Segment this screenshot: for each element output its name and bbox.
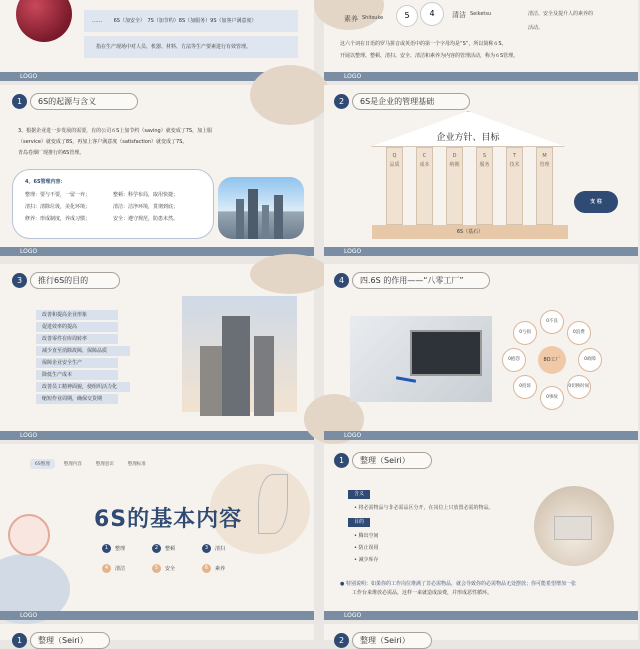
pillar: T 技术 <box>506 147 523 225</box>
item-label: 清洁 <box>115 566 126 572</box>
tab-4[interactable]: 整理标准 <box>127 462 146 467</box>
building-image <box>182 296 297 412</box>
section-title: 整理（Seiri） <box>352 452 432 469</box>
footer-logo: LOGO <box>324 611 638 620</box>
section-number: 1 <box>12 94 27 109</box>
section-title: 四.6S 的作用——“八零工厂” <box>352 272 490 289</box>
laptop-image <box>350 316 492 402</box>
slide-eight-zero[interactable] <box>324 264 638 440</box>
roof-text: 企业方针、目标 <box>436 133 500 143</box>
purpose-list <box>36 310 130 406</box>
section-number: 1 <box>12 633 27 648</box>
note-line2: 工作台来堆放必需品，这样一来就造成浪费，并形成恶性循环。 <box>352 590 493 596</box>
list-item: 改善员工精神面貌，使组织活力化 <box>36 382 130 392</box>
section-title: 整理（Seiri） <box>352 632 432 649</box>
tab-3[interactable]: 整理意识 <box>95 462 114 467</box>
content-item <box>202 544 225 553</box>
section-title: 整理（Seiri） <box>30 632 110 649</box>
zero-circle: 0事故 <box>540 386 564 410</box>
footer-logo: LOGO <box>0 431 314 440</box>
main-title: 6S的基本内容 <box>94 507 243 532</box>
zero-circle: 0不良 <box>540 310 564 334</box>
footer-logo: LOGO <box>0 72 314 81</box>
item-label: 素养 <box>215 566 226 572</box>
meaning-text: • 将必需物品与非必需品区分开，在岗位上只放置必需的物品。 <box>354 505 494 511</box>
card-cell: 整顿：科学布局，取用快捷； <box>113 192 179 198</box>
zero-circle: 0抱怨 <box>502 348 526 372</box>
content-item <box>102 544 125 553</box>
card-title: 4、6S管理内容： <box>25 179 66 185</box>
desk-image <box>534 486 614 566</box>
pillar: Q 品质 <box>386 147 403 225</box>
decor-blob <box>250 254 330 294</box>
left-label: 素养 <box>344 15 358 23</box>
slide-seiri-3[interactable] <box>324 624 638 645</box>
pillar: D 纳期 <box>446 147 463 225</box>
list-item: 改善和提高企业形象 <box>36 310 118 320</box>
circle-5: 5 <box>396 5 418 27</box>
card-row <box>25 191 201 198</box>
footer-logo: LOGO <box>0 611 314 620</box>
goal-item: • 腾出空间 <box>354 533 379 539</box>
support-label: 支 柱 <box>574 191 618 213</box>
para-line1: 3、根据企业进一步发展的需要，有的公司６S上加节约（saving）就变成了7S，加上服 <box>18 128 213 134</box>
dots: …… <box>92 18 102 24</box>
goal-text: 减少库存 <box>358 557 379 563</box>
card-row <box>25 215 201 222</box>
list-item: 改善零件在库周转率 <box>36 334 118 344</box>
item-number: 5 <box>152 564 161 573</box>
footer-logo: LOGO <box>324 247 638 256</box>
special-note <box>340 580 630 598</box>
pillar: M 管理 <box>536 147 553 225</box>
item-number: 2 <box>152 544 161 553</box>
zero-circle: 0故障 <box>578 348 602 372</box>
slide-seiri-2[interactable] <box>0 624 314 645</box>
item-number: 3 <box>202 544 211 553</box>
slide-purpose[interactable] <box>0 264 314 440</box>
footer-logo: LOGO <box>0 247 314 256</box>
pillar: C 成本 <box>416 147 433 225</box>
tab-bar <box>30 459 151 469</box>
decor-blob <box>250 65 330 125</box>
right-text2: 活动。 <box>528 25 544 31</box>
section-title: 推行6S的目的 <box>30 272 120 289</box>
item-number: 6 <box>202 564 211 573</box>
para-line3: 青岛卷烟厂现推行的6S管理。 <box>18 150 85 156</box>
content-item <box>152 544 175 553</box>
card-cell: 修养：形成制度，养成习惯； <box>25 216 91 222</box>
decor-image <box>16 0 72 42</box>
meaning-body: 将必需物品与非必需品区分开，在岗位上只放置必需的物品。 <box>358 505 494 511</box>
tab-1[interactable]: 6S整理 <box>30 459 55 469</box>
item-label: 清扫 <box>215 546 226 552</box>
goal-text: 腾出空间 <box>358 533 379 539</box>
flower-decor <box>8 514 50 556</box>
items-text: 6S（加安全） 7S（加节约）8S（加服务）9S（加客户满意度） <box>113 18 257 24</box>
goal-list <box>354 532 379 568</box>
section-title: 6S的起源与含义 <box>30 93 138 110</box>
item-label: 整理 <box>115 546 126 552</box>
content-card <box>12 169 214 239</box>
leaf-decor <box>258 474 288 534</box>
slide-seiri[interactable] <box>324 444 638 620</box>
zero-circle: 0亏损 <box>513 321 537 345</box>
body-text <box>340 40 630 60</box>
footer-logo: LOGO <box>324 72 638 81</box>
right-roman: Seiketsu <box>470 11 492 17</box>
tab-2[interactable]: 整理内容 <box>63 462 82 467</box>
pillar: S 服务 <box>476 147 493 225</box>
card-cell: 整理：要与不要，一留一弃； <box>25 192 91 198</box>
note-line1: ● 特别说明：如果你的工作岗位堆满了非必需物品，就会导致你的必需物品无处摆放；你可能希望增加一张 <box>340 581 576 587</box>
left-roman: Shitsuke <box>362 15 384 21</box>
list-item: 降低生产成本 <box>36 370 118 380</box>
card-cell: 清扫：清除垃圾，美化环境； <box>25 204 91 210</box>
paragraph <box>18 127 308 157</box>
section-number: 2 <box>334 94 349 109</box>
circle-4: 4 <box>420 2 444 26</box>
list-item: 缩短作业周期，确保交货期 <box>36 394 118 404</box>
goal-item: • 防止误用 <box>354 545 379 551</box>
heading-goal: 目的 <box>348 518 370 527</box>
section-number: 2 <box>334 633 349 648</box>
list-item: 促进效率的提高 <box>36 322 118 332</box>
zero-circle: 0投诉 <box>513 375 537 399</box>
list-item: 保障企业安全生产 <box>36 358 118 368</box>
city-image <box>218 177 304 239</box>
right-text1: 清洁、安全及提升人的素养的 <box>528 11 594 17</box>
body-line1: 这六个词在日语的罗马拼音或英语中的第一个字母均是“S”，所以简称６S， <box>340 41 507 47</box>
slide-origin-meaning[interactable] <box>0 85 314 256</box>
section-number: 4 <box>334 273 349 288</box>
slide-basic-content[interactable] <box>0 444 314 620</box>
content-item <box>202 564 225 573</box>
zero-circle: 0切换时间 <box>567 375 591 399</box>
body-line2: 开展以整理、整顿、清扫、安全、清洁和素养为内容的管理活动，称为６S管理。 <box>340 53 519 59</box>
goal-item: • 减少库存 <box>354 557 379 563</box>
content-item <box>102 564 125 573</box>
item-label: 安全 <box>165 566 176 572</box>
right-label: 清洁 <box>452 11 466 19</box>
item-number: 1 <box>102 544 111 553</box>
card-cell: 安全：遵守规范，防患未然。 <box>113 216 179 222</box>
section-title: 6S是企业的管理基础 <box>352 93 470 110</box>
desc-box: 指在生产现场中对人员、机器、材料、方法等生产要素进行有效管理。 <box>84 36 298 58</box>
items-box <box>84 10 298 32</box>
item-number: 4 <box>102 564 111 573</box>
card-rows <box>25 191 201 222</box>
content-item <box>152 564 175 573</box>
para-line2: （service）就变成了8S，再加上客户满意度（satisfaction）就变成了7S。 <box>18 139 188 145</box>
section-number: 3 <box>12 273 27 288</box>
center-circle: 8O工厂 <box>538 346 566 374</box>
goal-text: 防止误用 <box>358 545 379 551</box>
base: 6S（基石） <box>372 225 568 239</box>
list-item: 减少直至消除故障，保障品质 <box>36 346 130 356</box>
footer-logo: LOGO <box>324 431 638 440</box>
item-label: 整顿 <box>165 546 176 552</box>
section-number: 1 <box>334 453 349 468</box>
card-row <box>25 203 201 210</box>
slide-management-base[interactable] <box>324 85 638 256</box>
zero-circle: 0浪费 <box>567 321 591 345</box>
slide-6s-summary[interactable] <box>324 0 638 81</box>
card-cell: 清洁：洁净环境，贯彻到底； <box>113 204 179 210</box>
heading-meaning: 含义 <box>348 490 370 499</box>
slide-6s-extension[interactable] <box>0 0 314 81</box>
